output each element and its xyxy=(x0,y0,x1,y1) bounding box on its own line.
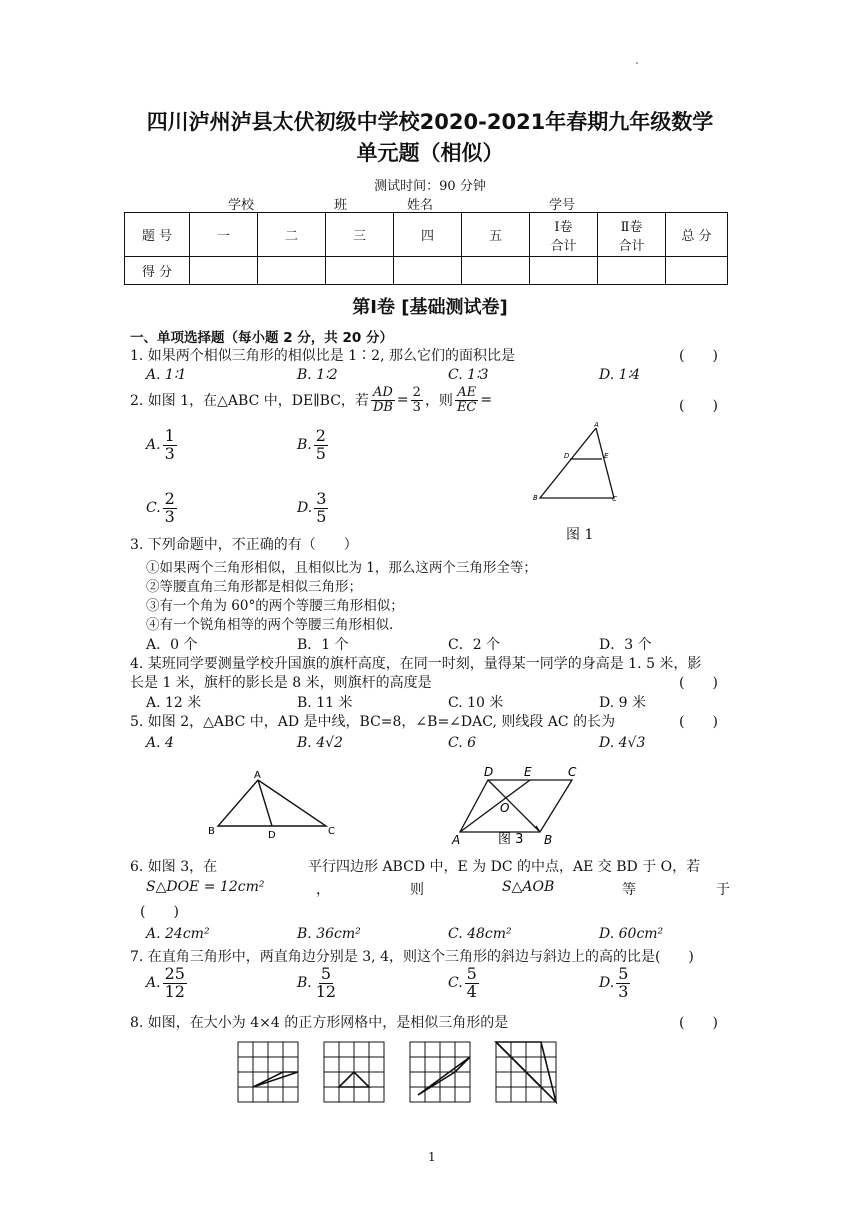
col-4: 四 xyxy=(394,213,462,257)
q3-statement-4: ④有一个锐角相等的两个等腰三角形相似. xyxy=(146,617,394,633)
number-blank[interactable] xyxy=(575,198,673,213)
page-number: 1 xyxy=(428,1150,436,1164)
q5-option-b[interactable]: B. 4√2 xyxy=(297,735,343,751)
q6-line-1a: 6. 如图 3，在 xyxy=(130,859,218,875)
col-1: 一 xyxy=(190,213,258,257)
q6-equals-1: 等 xyxy=(622,882,636,898)
section-title: 第Ⅰ卷 [基础测试卷] xyxy=(352,297,508,318)
fig3-label-b: B xyxy=(544,833,553,847)
fig2-label-b: B xyxy=(208,826,215,837)
q7-option-a[interactable]: A. $\frac{25}{12}$ xyxy=(146,964,185,1001)
school-blank[interactable] xyxy=(136,198,228,213)
q3-statement-1: ①如果两个三角形相似，且相似比为 1，那么这两个三角形全等； xyxy=(146,560,537,576)
q6-line-1b: 平行四边形 ABCD 中，E 为 DC 的中点，AE 交 BD 于 O，若 xyxy=(308,859,701,875)
q7-stem: 7. 在直角三角形中，两直角边分别是 3, 4，则这个三角形的斜边与斜边上的高的比是( ) xyxy=(130,949,694,965)
figure-1 xyxy=(530,418,620,508)
q2-stem: 2. 如图 1，在△ABC 中，DE∥BC，若 $\frac{AD}{DB}$ = $\frac{2}{3}$ ，则 $\frac{AE}{EC}$ = xyxy=(130,385,493,415)
fig1-label-b: B xyxy=(533,494,538,502)
grid-figure-a xyxy=(236,1040,300,1104)
grid-figure-c xyxy=(408,1040,472,1104)
score-cell[interactable] xyxy=(394,257,462,285)
q2-paren: ( ) xyxy=(679,398,718,414)
score-label: 得 分 xyxy=(125,257,190,285)
fig3-label-o: O xyxy=(500,801,510,815)
q6-then: 则 xyxy=(410,882,424,898)
score-cell[interactable] xyxy=(462,257,530,285)
score-cell[interactable] xyxy=(190,257,258,285)
q1-option-c[interactable]: C. 1∶3 xyxy=(448,367,489,383)
fig2-label-d: D xyxy=(268,830,276,838)
col-3: 三 xyxy=(326,213,394,257)
q5-option-c[interactable]: C. 6 xyxy=(448,735,477,751)
fig1-label-c: C xyxy=(612,495,617,503)
figure-3 xyxy=(448,760,588,850)
q3-option-c[interactable]: C．2 个 xyxy=(448,637,501,653)
q5-option-a[interactable]: A. 4 xyxy=(146,735,174,751)
score-cell[interactable] xyxy=(666,257,728,285)
q3-statement-3: ③有一个角为 60°的两个等腰三角形相似； xyxy=(146,598,404,614)
q4-option-b[interactable]: B. 11 米 xyxy=(297,695,353,711)
q2-option-b[interactable]: B. $\frac{2}{5}$ xyxy=(297,426,326,463)
q3-option-d[interactable]: D．3 个 xyxy=(599,637,652,653)
part1-title: 一、单项选择题（每小题 2 分，共 20 分） xyxy=(130,330,393,346)
figure-2 xyxy=(204,768,344,838)
fig1-label-e: E xyxy=(604,452,609,460)
fig3-caption: 图 3 xyxy=(498,832,524,847)
fig3-label-d: D xyxy=(484,765,494,779)
q1-option-d[interactable]: D. 1∶4 xyxy=(599,367,641,383)
q6-option-b[interactable]: B. 36cm² xyxy=(297,926,361,942)
q3-statement-2: ②等腰直角三角形都是相似三角形； xyxy=(146,579,362,595)
fig2-label-a: A xyxy=(254,770,261,781)
q4-line-1: 4. 某班同学要测量学校升国旗的旗杆高度，在同一时刻，量得某一同学的身高是 1. 5 米，影 xyxy=(130,656,702,672)
grand-total-header: 总 分 xyxy=(666,213,728,257)
header-label: 题 号 xyxy=(125,213,190,257)
col-2: 二 xyxy=(258,213,326,257)
fig1-caption: 图 1 xyxy=(566,527,594,543)
title-line-2: 单元题（相似） xyxy=(356,141,504,165)
q6-s-aob: S△AOB xyxy=(502,879,555,895)
number-label: 学号 xyxy=(549,198,576,213)
fig3-label-c: C xyxy=(568,765,577,779)
q1-option-b[interactable]: B. 1∶2 xyxy=(297,367,338,383)
q7-option-c[interactable]: C. $\frac{5}{4}$ xyxy=(448,964,477,1001)
score-cell[interactable] xyxy=(326,257,394,285)
grid-figure-b xyxy=(322,1040,386,1104)
q6-equals-2: 于 xyxy=(716,882,730,898)
score-cell[interactable] xyxy=(530,257,598,285)
q5-option-d[interactable]: D. 4√3 xyxy=(599,735,646,751)
q1-stem: 1. 如果两个相似三角形的相似比是 1∶2, 那么它们的面积比是 xyxy=(130,348,515,364)
vol1-total-header: Ⅰ卷 合计 xyxy=(530,213,598,257)
q1-option-a[interactable]: A. 1∶1 xyxy=(146,367,187,383)
name-label: 姓名 xyxy=(407,198,434,213)
q7-option-d[interactable]: D. $\frac{5}{3}$ xyxy=(599,964,629,1001)
q4-line-2: 长是 1 米，旗杆的影长是 8 米，则旗杆的高度是 xyxy=(130,675,432,691)
score-cell[interactable] xyxy=(598,257,666,285)
vol2-total-header: Ⅱ卷 合计 xyxy=(598,213,666,257)
q8-paren: ( ) xyxy=(679,1015,718,1031)
q3-option-a[interactable]: A．0 个 xyxy=(146,637,198,653)
q1-paren: ( ) xyxy=(679,348,718,364)
q6-option-a[interactable]: A. 24cm² xyxy=(146,926,210,942)
class-label: 班 xyxy=(334,198,348,213)
q7-option-b[interactable]: B. $\frac{5}{12}$ xyxy=(297,964,337,1001)
q6-option-d[interactable]: D. 60cm² xyxy=(599,926,664,942)
q2-option-c[interactable]: C. $\frac{2}{3}$ xyxy=(146,489,175,526)
q8-stem: 8. 如图，在大小为 4×4 的正方形网格中，是相似三角形的是 xyxy=(130,1015,509,1031)
fig1-label-d: D xyxy=(564,452,570,460)
name-blank[interactable] xyxy=(433,198,549,213)
score-cell[interactable] xyxy=(258,257,326,285)
school-label: 学校 xyxy=(228,198,255,213)
fig2-label-c: C xyxy=(328,826,335,837)
q3-stem: 3. 下列命题中，不正确的有（ ） xyxy=(130,537,358,553)
grid-figure-d xyxy=(494,1040,558,1104)
fig1-label-a: A xyxy=(594,421,599,429)
q4-option-d[interactable]: D. 9 米 xyxy=(599,695,646,711)
q4-paren: ( ) xyxy=(679,675,718,691)
col-5: 五 xyxy=(462,213,530,257)
q2-option-d[interactable]: D. $\frac{3}{5}$ xyxy=(297,489,327,526)
fig3-label-a: A xyxy=(452,833,461,847)
score-table xyxy=(124,212,728,285)
q6-comma: ， xyxy=(316,882,330,898)
q2-option-a[interactable]: A. $\frac{1}{3}$ xyxy=(146,426,175,463)
corner-dot xyxy=(636,62,638,64)
q4-option-c[interactable]: C. 10 米 xyxy=(448,695,504,711)
q5-paren: ( ) xyxy=(679,714,718,730)
class-blank[interactable] xyxy=(254,198,334,213)
q6-paren: ( ) xyxy=(140,904,179,920)
q6-s-doe: S△DOE = 12cm² xyxy=(146,879,265,895)
title-line-1: 四川泸州泸县太伏初级中学校2020-2021年春期九年级数学 xyxy=(146,110,714,134)
info-line xyxy=(136,194,673,213)
fig3-label-e: E xyxy=(524,765,532,779)
q5-stem: 5. 如图 2，△ABC 中，AD 是中线，BC=8，∠B=∠DAC, 则线段 AC 的长为 xyxy=(130,714,616,730)
test-time: 测试时间：90 分钟 xyxy=(374,179,486,194)
q4-option-a[interactable]: A. 12 米 xyxy=(146,695,202,711)
q3-option-b[interactable]: B．1 个 xyxy=(297,637,349,653)
q6-option-c[interactable]: C. 48cm² xyxy=(448,926,512,942)
